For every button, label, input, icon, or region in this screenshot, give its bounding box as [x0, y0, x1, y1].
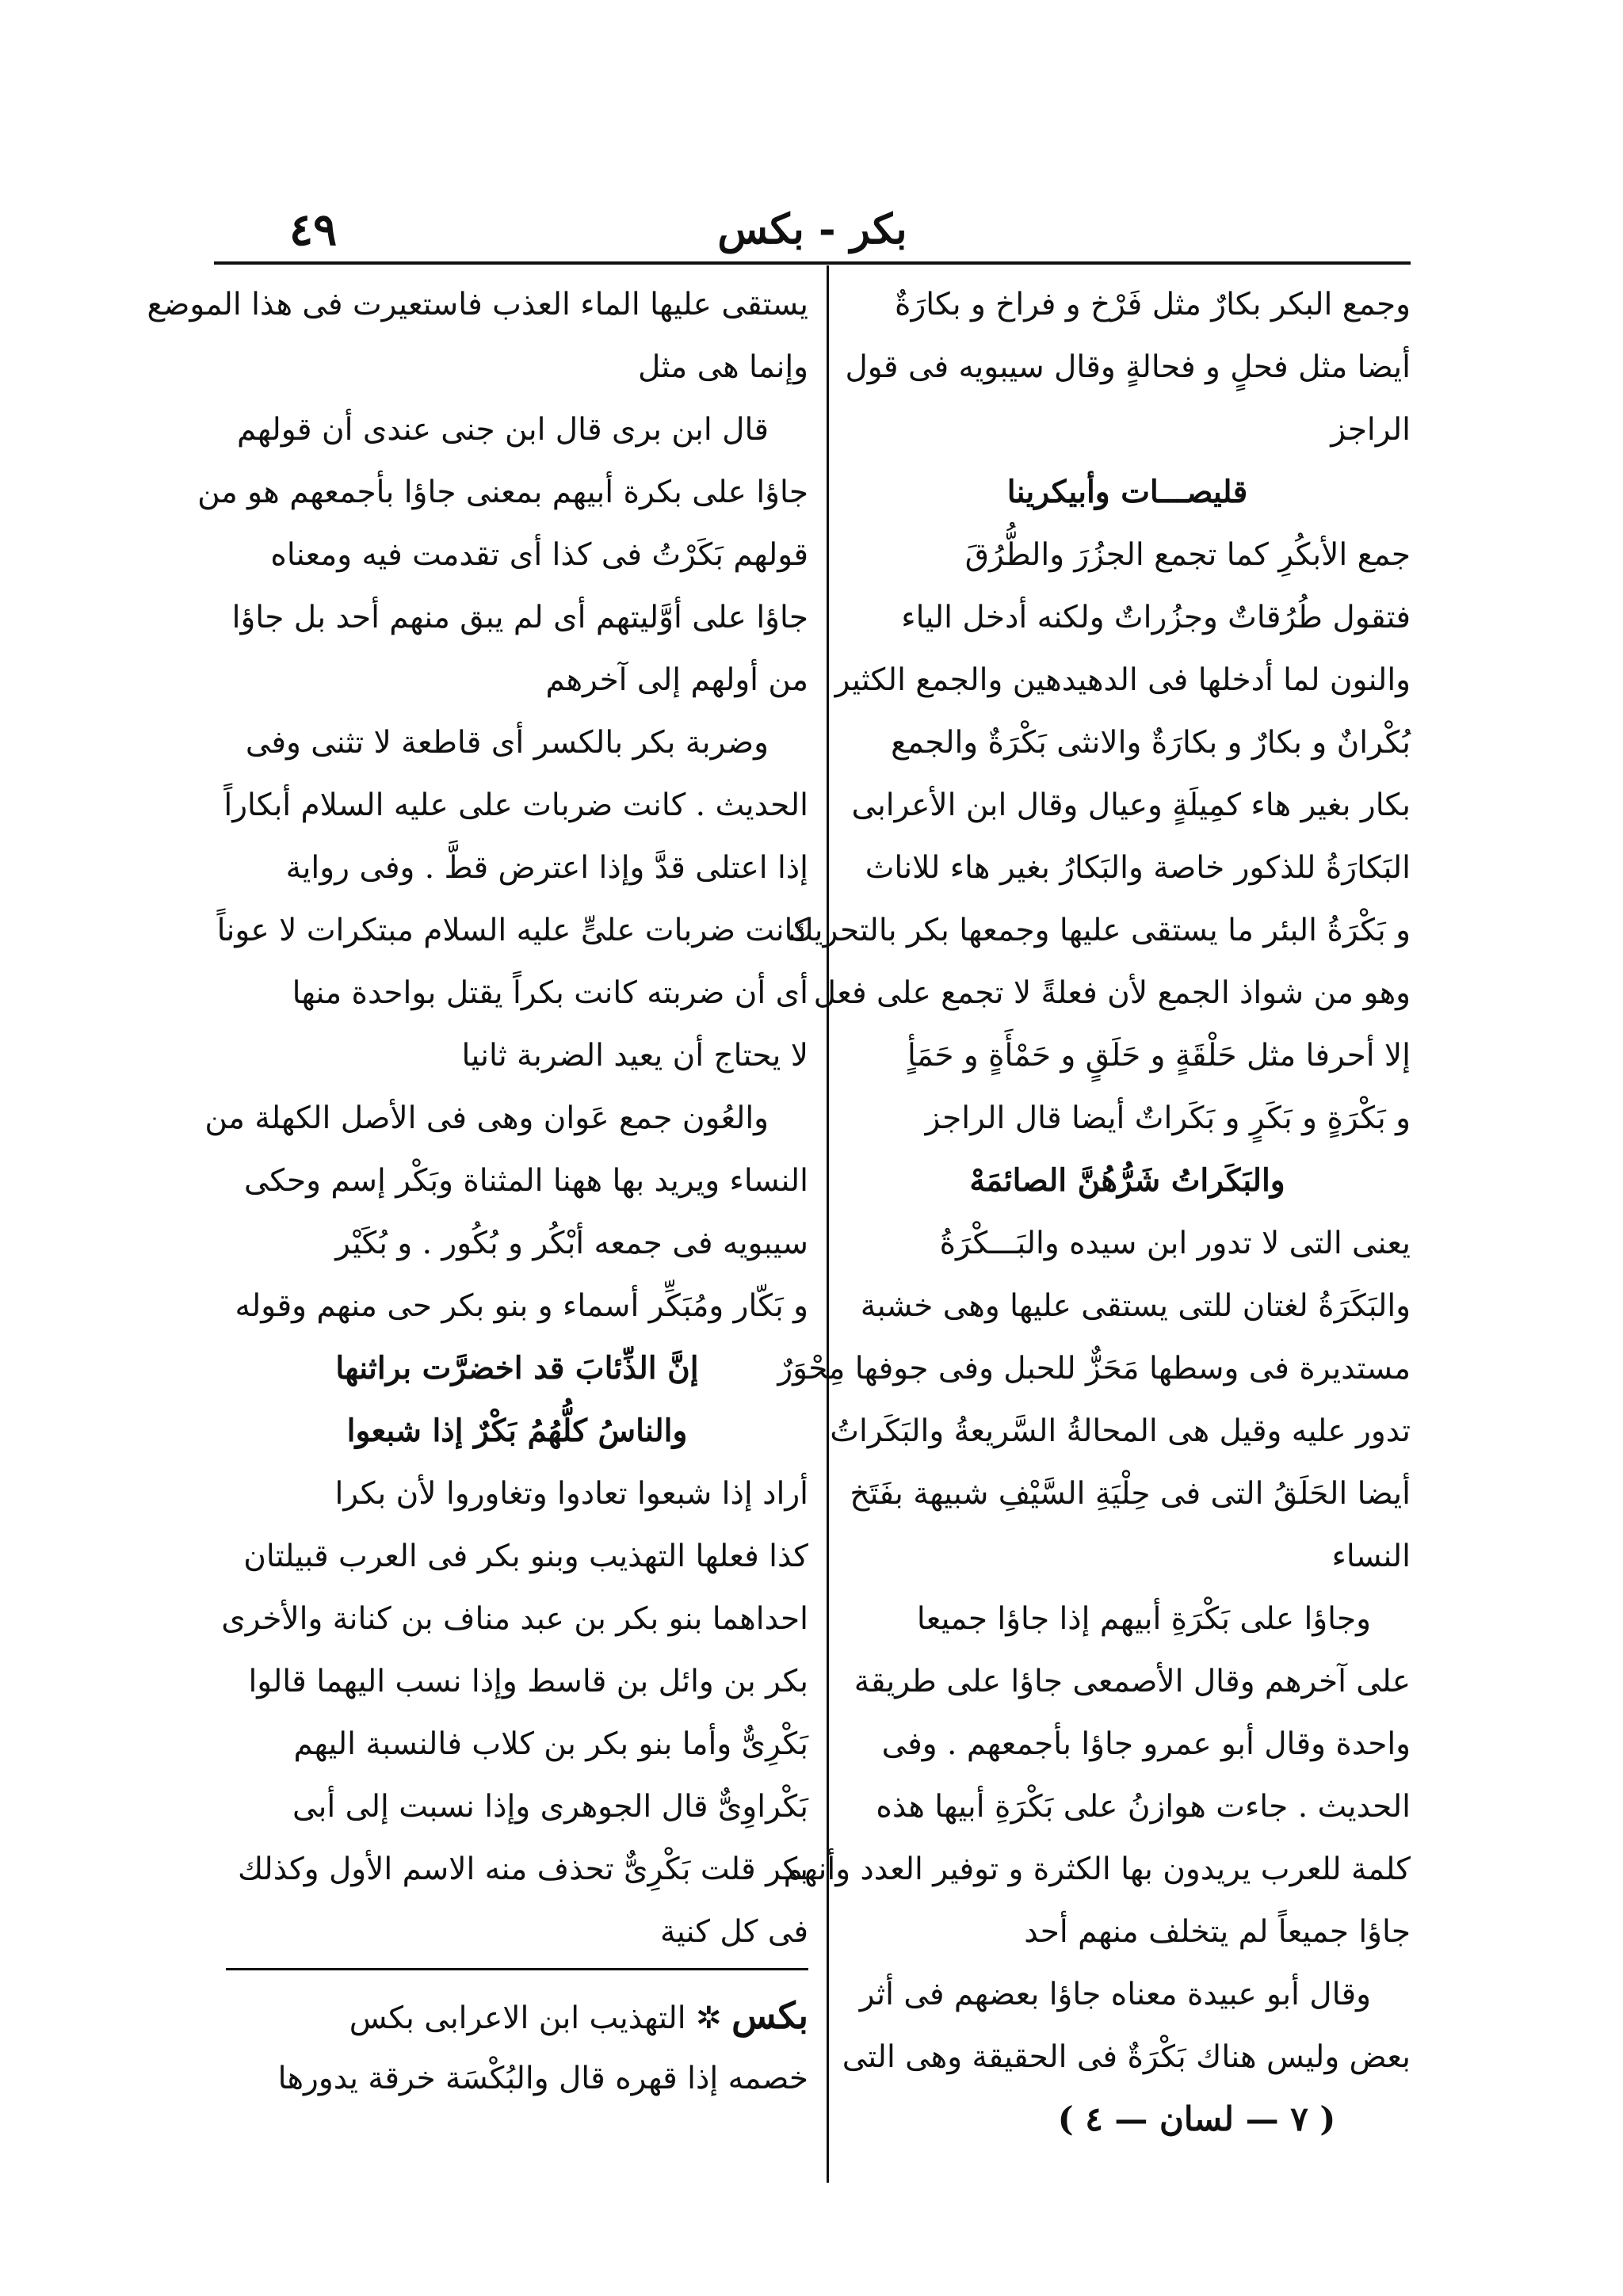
text-line: بَكْراوِىٌّ قال الجوهرى وإذا نسبت إلى أبى — [292, 1789, 808, 1825]
text-line: وإنما هى مثل — [637, 349, 808, 385]
entry-text: التهذيب ابن الاعرابى بكس — [349, 2000, 686, 2036]
text-line: أى أن ضربته كانت بكراً يقتل بواحدة منها — [292, 975, 808, 1011]
text-line: بكر قلت بَكْرِىٌّ تحذف منه الاسم الأول وكذلك — [237, 1852, 808, 1887]
text-line: واحدة وقال أبو عمرو جاؤا بأجمعهم . وفى — [881, 1726, 1411, 1762]
verse-line: إنَّ الذِّئابَ قد اخضرَّت براثنها — [335, 1350, 699, 1386]
text-line: فتقول طُرُقاتٌ وجزُراتٌ ولكنه أدخل الياء — [901, 600, 1411, 635]
text-line: خصمه إذا قهره قال والبُكْسَة خرقة يدورها — [277, 2061, 808, 2096]
text-line: جاؤا على أوَّليتهم أى لم يبق منهم أحد بل جاؤا — [231, 600, 808, 635]
text-line: بكار بغير هاء كمِيلَةٍ وعيال وقال ابن الأعرابى — [851, 788, 1411, 823]
text-line: وجمع البكر بكارٌ مثل فَرْخ و فراخ و بكارَةٌ — [895, 287, 1411, 322]
text-line: كذا فعلها التهذيب وبنو بكر فى العرب قبيلتان — [243, 1539, 808, 1574]
text-line: وهو من شواذ الجمع لأن فعلةً لا تجمع على فعل — [813, 975, 1411, 1011]
text-line: كلمة للعرب يريدون بها الكثرة و توفير العدد وأنهم — [783, 1852, 1411, 1887]
running-title: بكر - بكس — [717, 205, 907, 254]
left-column — [147, 273, 808, 2110]
text-line: أيضا مثل فحلٍ و فحالةٍ وقال سيبويه فى قول — [845, 349, 1411, 385]
text-line: والنون لما أدخلها فى الدهيدهين والجمع الكثير — [834, 662, 1411, 698]
text-line: بُكْرانٌ و بكارٌ و بكارَةٌ والانثى بَكْرَةٌ والجمع — [891, 725, 1411, 761]
text-line: جاؤا جميعاً لم يتخلف منهم أحد — [1024, 1914, 1411, 1950]
page-header — [214, 202, 1411, 257]
text-line: بكر بن وائل بن قاسط وإذا نسب اليهما قالوا — [248, 1664, 808, 1699]
text-line: الحديث . كانت ضربات على عليه السلام أبكاراً — [223, 788, 808, 823]
text-line: تدور عليه وقيل هى المحالةُ السَّريعةُ والبَكَراتُ — [830, 1413, 1411, 1449]
text-line: يعنى التى لا تدور ابن سيده والبَـــكْرَةُ — [939, 1226, 1411, 1261]
text-line: وجاؤا على بَكْرَةِ أبيهم إذا جاؤا جميعا — [916, 1601, 1371, 1637]
entry-headword: بكس — [731, 1994, 808, 2037]
text-line: مستديرة فى وسطها مَحَزٌّ للحبل وفى جوفها مِحْوَرٌ — [777, 1351, 1411, 1386]
text-line: أراد إذا شبعوا تعادوا وتغاوروا لأن بكرا — [334, 1476, 808, 1512]
text-line: والعُون جمع عَوان وهى فى الأصل الكهلة من — [204, 1100, 769, 1136]
text-line: و بَكْرَةٍ و بَكَرٍ و بَكَراتٌ أيضا قال الراجز — [925, 1100, 1411, 1136]
text-line: أيضا الحَلَقُ التى فى حِلْيَةِ السَّيْفِ شبيهة بفَتَخ — [850, 1476, 1411, 1512]
text-line: وضربة بكر بالكسر أى قاطعة لا تثنى وفى — [245, 725, 769, 761]
text-line: و بَكْرَةُ البئر ما يستقى عليها وجمعها بكر بالتحريك — [788, 913, 1411, 948]
text-line: جاؤا على بكرة أبيهم بمعنى جاؤا بأجمعهم هو من — [197, 475, 808, 510]
text-line: قولهم بَكَرْتُ فى كذا أى تقدمت فيه ومعناه — [270, 537, 808, 573]
text-line: والبَكَرَةُ لغتان للتى يستقى عليها وهى خشبة — [860, 1288, 1411, 1324]
text-line: البَكارَةُ للذكور خاصة والبَكارُ بغير هاء للاناث — [865, 850, 1411, 886]
text-line: على آخرهم وقال الأصمعى جاؤا على طريقة — [854, 1664, 1411, 1699]
text-line: احداهما بنو بكر بن عبد مناف بن كنانة والأخرى — [221, 1601, 808, 1637]
right-column — [777, 273, 1411, 2088]
text-line: إذا اعتلى قدَّ وإذا اعترض قطَّ . وفى رواية — [285, 850, 808, 886]
text-line: جمع الأبكُرِ كما تجمع الجزُرَ والطُّرُقَ — [964, 537, 1411, 573]
entry-line — [226, 1985, 808, 2047]
text-line: لا يحتاج أن يعيد الضربة ثانيا — [461, 1038, 808, 1074]
text-line: كانت ضربات علىٍّ عليه السلام مبتكرات لا عوناً — [216, 913, 808, 948]
verse-line: قليصـــات وأبيكرينا — [1006, 474, 1248, 510]
verse-line: والناسُ كلُّهُمُ بَكْرٌ إذا شبعوا — [346, 1413, 688, 1449]
text-line: النساء ويريد بها ههنا المثناة وبَكْر إسم وحكى — [243, 1163, 808, 1199]
text-line: بعض وليس هناك بَكْرَةٌ فى الحقيقة وهى التى — [842, 2039, 1411, 2075]
text-line: يستقى عليها الماء العذب فاستعيرت فى هذا الموضع — [147, 287, 808, 322]
text-line: و بَكّار ومُبَكِّر أسماء و بنو بكر حى منهم وقوله — [235, 1288, 808, 1324]
text-line: النساء — [1331, 1539, 1411, 1574]
text-line: قال ابن برى قال ابن جنى عندى أن قولهم — [236, 412, 769, 448]
entry-marker-icon: ✲ — [696, 2000, 722, 2036]
section-divider — [226, 1968, 808, 1980]
text-line: الراجز — [1331, 412, 1411, 448]
text-line: من أولهم إلى آخرهم — [545, 662, 808, 698]
text-line: وقال أبو عبيدة معناه جاؤا بعضهم فى أثر — [859, 1977, 1371, 2012]
header-rule — [214, 261, 1411, 265]
text-line: إلا أحرفا مثل حَلْقَةٍ و حَلَقٍ و حَمْأَةٍ و حَمَأٍ — [907, 1038, 1411, 1074]
text-line: الحديث . جاءت هوازنُ على بَكْرَةِ أبيها هذه — [876, 1789, 1411, 1825]
page-number: ٤٩ — [289, 204, 338, 256]
signature-footer: ( ٧ — لسان — ٤ ) — [1057, 2100, 1336, 2138]
text-line: سيبويه فى جمعه أبْكُر و بُكُور . و بُكَيْر — [335, 1226, 808, 1261]
verse-line: والبَكَراتُ شَرُّهُنَّ الصائمَهْ — [969, 1162, 1285, 1199]
text-line: بَكْرِىٌّ وأما بنو بكر بن كلاب فالنسبة اليهم — [293, 1726, 808, 1762]
text-line: فى كل كنية — [659, 1914, 808, 1950]
